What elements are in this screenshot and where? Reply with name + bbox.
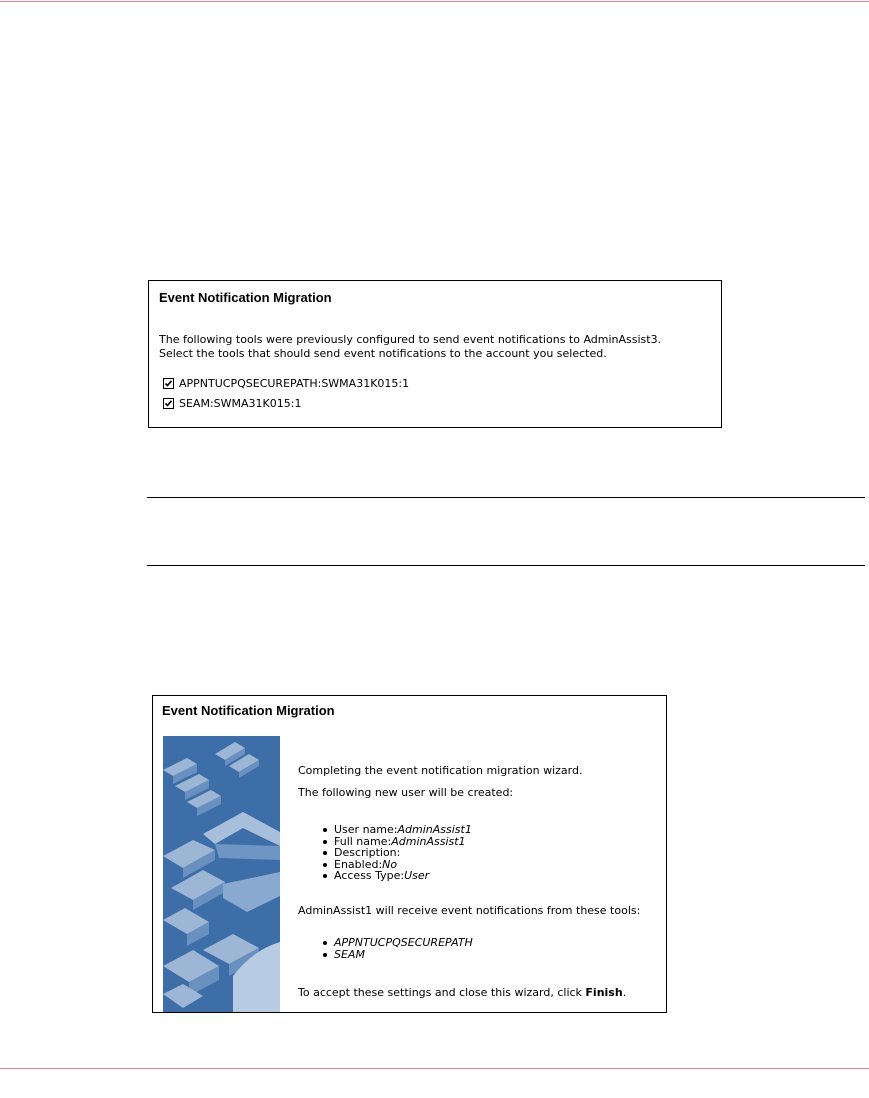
wizard-side-graphic	[163, 736, 280, 1012]
checkbox-appntucpqsecurepath[interactable]	[163, 378, 174, 389]
tool-option-seam[interactable]	[163, 397, 301, 410]
dialog-title: Event Notification Migration	[159, 290, 332, 305]
tools-intro: AdminAssist1 will receive event notifications from these tools:	[298, 904, 641, 917]
note-rule-bottom	[147, 565, 865, 566]
checkbox-seam[interactable]	[163, 398, 174, 409]
event-notification-migration-dialog-select	[148, 280, 722, 428]
dialog-intro-text	[159, 333, 661, 361]
list-item: Full name:AdminAssist1	[334, 836, 472, 848]
list-item: Access Type:User	[334, 870, 472, 882]
user-details-list	[298, 824, 472, 882]
list-item: Enabled:No	[334, 859, 472, 871]
check-mark-icon	[164, 379, 173, 388]
list-item: Description:	[334, 847, 472, 859]
event-notification-migration-dialog-complete	[152, 695, 667, 1013]
note-rule-top	[147, 497, 865, 498]
tool-label: APPNTUCPQSECUREPATH:SWMA31K015:1	[179, 377, 410, 390]
dialog-title: Event Notification Migration	[162, 703, 335, 718]
tool-label: SEAM:SWMA31K015:1	[179, 397, 302, 410]
list-item: SEAM	[334, 949, 473, 961]
list-item: User name:AdminAssist1	[334, 823, 472, 836]
intro-line-2: Select the tools that should send event notifications to the account you selected.	[159, 347, 607, 360]
check-mark-icon	[164, 399, 173, 408]
new-user-intro: The following new user will be created:	[298, 786, 514, 799]
intro-line-1: The following tools were previously configured to send event notifications to AdminAssist3.	[159, 333, 662, 346]
list-item: APPNTUCPQSECUREPATH	[334, 936, 473, 949]
finish-instruction: To accept these settings and close this wizard, click Finish.	[298, 986, 627, 999]
top-page-rule	[0, 1, 869, 2]
tools-list	[298, 937, 473, 960]
completing-text: Completing the event notification migration wizard.	[298, 764, 583, 777]
stairs-graphic-icon	[163, 736, 280, 1012]
bottom-page-rule	[0, 1068, 869, 1069]
tool-option-appntucpqsecurepath[interactable]	[163, 377, 409, 390]
finish-word: Finish	[585, 986, 623, 999]
